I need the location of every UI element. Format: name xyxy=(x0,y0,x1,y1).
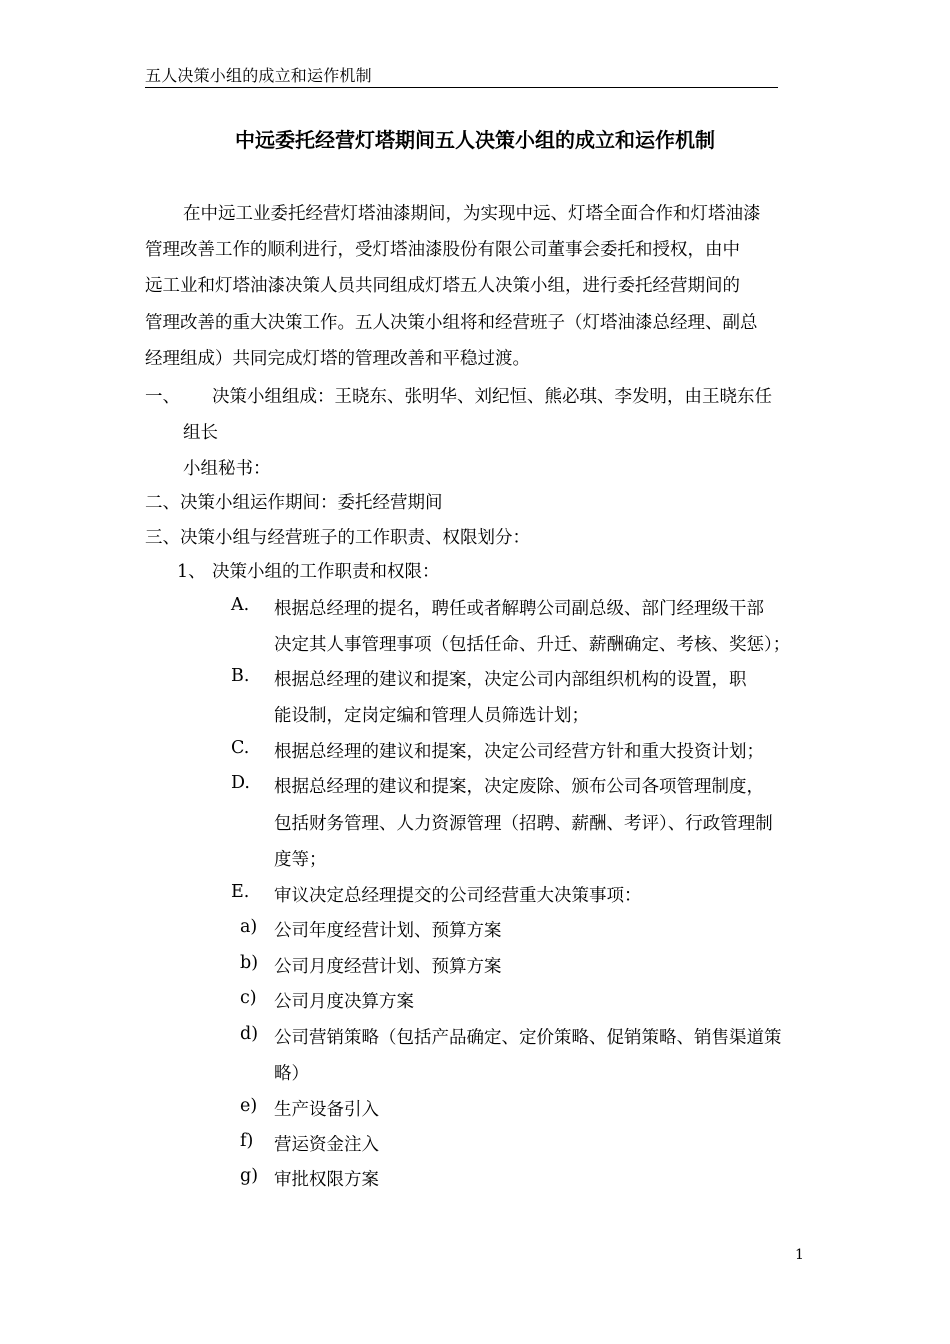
section-1-marker: 一、 xyxy=(145,387,180,407)
list-line: 根据总经理的建议和提案，决定公司经营方针和重大投资计划； xyxy=(274,742,764,762)
list-line: 包括财务管理、人力资源管理（招聘、薪酬、考评）、行政管理制 xyxy=(274,814,773,834)
intro-line: 经理组成）共同完成灯塔的管理改善和平稳过渡。 xyxy=(145,349,530,369)
sub-list-marker: a) xyxy=(240,917,258,937)
sub-list-line: 审批权限方案 xyxy=(274,1170,379,1190)
header-rule xyxy=(145,87,778,88)
sub-list-line: 公司月度经营计划、预算方案 xyxy=(274,957,502,977)
section-1-line: 组长 xyxy=(183,423,218,443)
list-marker: C. xyxy=(231,738,250,758)
list-marker: B. xyxy=(231,666,250,686)
sub-list-line: 公司月度决算方案 xyxy=(274,992,414,1012)
section-3: 三、决策小组与经营班子的工作职责、权限划分： xyxy=(145,528,530,548)
sub-list-line: 公司年度经营计划、预算方案 xyxy=(274,921,502,941)
sub-list-marker: e) xyxy=(240,1096,258,1116)
sub-list-marker: c) xyxy=(240,988,257,1008)
list-line: 审议决定总经理提交的公司经营重大决策事项： xyxy=(274,886,642,906)
sub-list-line: 生产设备引入 xyxy=(274,1100,379,1120)
sub-list-marker: f) xyxy=(240,1131,254,1151)
list-line: 根据总经理的建议和提案，决定公司内部组织机构的设置，职 xyxy=(274,670,747,690)
sub-1-marker: 1、 xyxy=(177,562,206,582)
section-1-line: 决策小组组成：王晓东、张明华、刘纪恒、熊必琪、李发明，由王晓东任 xyxy=(212,387,772,407)
list-line: 根据总经理的提名，聘任或者解聘公司副总级、部门经理级干部 xyxy=(274,599,764,619)
document-title: 中远委托经营灯塔期间五人决策小组的成立和运作机制 xyxy=(235,128,715,152)
list-line: 度等； xyxy=(274,850,327,870)
list-line: 能设制，定岗定编和管理人员筛选计划； xyxy=(274,706,589,726)
intro-line: 管理改善的重大决策工作。五人决策小组将和经营班子（灯塔油漆总经理、副总 xyxy=(145,313,758,333)
secretary-line: 小组秘书： xyxy=(183,459,271,479)
sub-1-text: 决策小组的工作职责和权限： xyxy=(212,562,440,582)
page-number: 1 xyxy=(795,1247,804,1263)
sub-list-marker: g) xyxy=(240,1166,259,1186)
sub-list-line: 略） xyxy=(274,1064,309,1084)
list-marker: D. xyxy=(231,773,250,793)
intro-line: 在中远工业委托经营灯塔油漆期间，为实现中远、灯塔全面合作和灯塔油漆 xyxy=(183,204,761,224)
intro-line: 远工业和灯塔油漆决策人员共同组成灯塔五人决策小组，进行委托经营期间的 xyxy=(145,276,740,296)
sub-list-line: 营运资金注入 xyxy=(274,1135,379,1155)
list-marker: A. xyxy=(231,595,250,615)
list-marker: E. xyxy=(231,882,250,902)
list-line: 根据总经理的建议和提案，决定废除、颁布公司各项管理制度， xyxy=(274,777,764,797)
intro-line: 管理改善工作的顺利进行，受灯塔油漆股份有限公司董事会委托和授权，由中 xyxy=(145,240,740,260)
list-line: 决定其人事管理事项（包括任命、升迁、薪酬确定、考核、奖惩）； xyxy=(274,635,791,655)
header-text: 五人决策小组的成立和运作机制 xyxy=(145,66,372,85)
sub-list-marker: d) xyxy=(240,1024,259,1044)
sub-list-marker: b) xyxy=(240,953,259,973)
section-2: 二、决策小组运作期间：委托经营期间 xyxy=(145,493,443,513)
sub-list-line: 公司营销策略（包括产品确定、定价策略、促销策略、销售渠道策 xyxy=(274,1028,782,1048)
